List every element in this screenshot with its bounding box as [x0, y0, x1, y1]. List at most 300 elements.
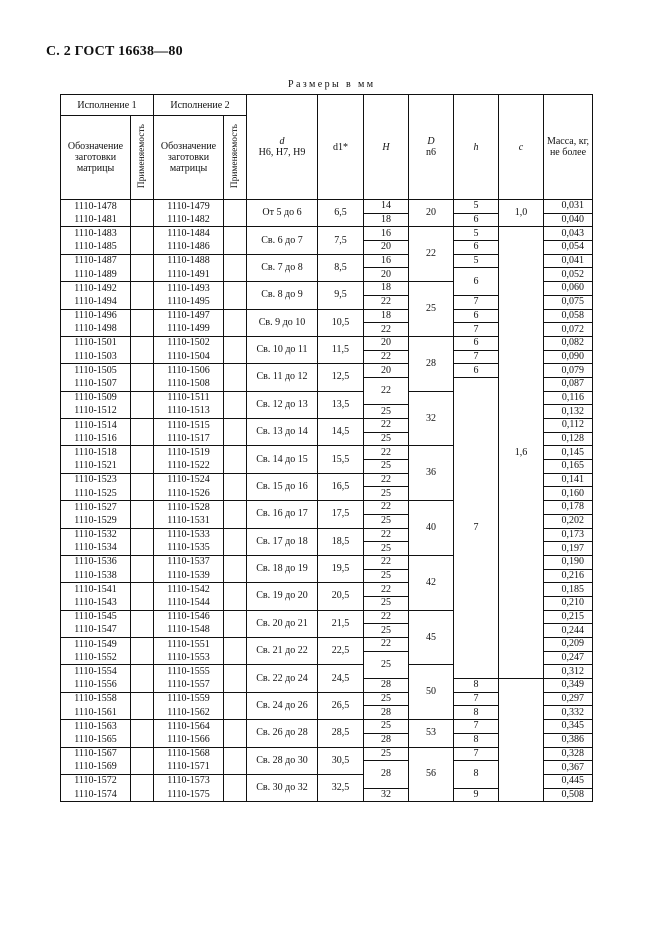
applicability-v2: [224, 432, 247, 446]
designation-v1: 1110-1514: [61, 419, 131, 433]
designation-v1: 1110-1569: [61, 761, 131, 775]
designation-v2: 1110-1568: [154, 747, 224, 761]
applicability-v1: [131, 501, 154, 515]
mass-value: 0,160: [544, 487, 593, 501]
H-value: 22: [364, 501, 409, 515]
applicability-v1: [131, 254, 154, 268]
applicability-v1: [131, 295, 154, 309]
D-value: 45: [409, 610, 454, 665]
applicability-v1: [131, 651, 154, 665]
H-value: 22: [364, 610, 409, 624]
applicability-v2: [224, 610, 247, 624]
applicability-v1: [131, 638, 154, 652]
d1-value: 10,5: [318, 309, 364, 336]
d-range: Св. 7 до 8: [247, 254, 318, 281]
applicability-v2: [224, 692, 247, 706]
designation-v2: 1110-1542: [154, 583, 224, 597]
d-range: Св. 21 до 22: [247, 638, 318, 665]
mass-value: 0,178: [544, 501, 593, 515]
H-value: 22: [364, 555, 409, 569]
d1-value: 15,5: [318, 446, 364, 473]
mass-value: 0,052: [544, 268, 593, 282]
designation-v2: 1110-1571: [154, 761, 224, 775]
designation-v2: 1110-1515: [154, 419, 224, 433]
mass-value: 0,332: [544, 706, 593, 720]
designation-v1: 1110-1523: [61, 473, 131, 487]
designation-v2: 1110-1502: [154, 336, 224, 350]
H-value: 22: [364, 583, 409, 597]
H-value: 18: [364, 282, 409, 296]
H-value: 32: [364, 788, 409, 802]
header-version-2: Исполнение 2: [154, 95, 247, 116]
designation-v1: 1110-1549: [61, 638, 131, 652]
d1-value: 13,5: [318, 391, 364, 418]
mass-value: 0,112: [544, 419, 593, 433]
sizes-note: Размеры в мм: [288, 79, 376, 90]
h-value: 6: [454, 364, 499, 378]
mass-value: 0,060: [544, 282, 593, 296]
applicability-v2: [224, 774, 247, 788]
d-range: Св. 18 до 19: [247, 555, 318, 582]
designation-v1: 1110-1536: [61, 555, 131, 569]
designation-v2: 1110-1564: [154, 720, 224, 734]
table-row: [61, 227, 593, 241]
applicability-v1: [131, 227, 154, 241]
mass-value: 0,386: [544, 733, 593, 747]
mass-value: 0,244: [544, 624, 593, 638]
applicability-v2: [224, 323, 247, 337]
applicability-v2: [224, 295, 247, 309]
mass-value: 0,165: [544, 460, 593, 474]
applicability-v2: [224, 309, 247, 323]
applicability-v2: [224, 528, 247, 542]
mass-value: 0,349: [544, 679, 593, 693]
applicability-v1: [131, 788, 154, 802]
table-body: [61, 200, 593, 802]
H-value: 28: [364, 679, 409, 693]
h-value: 5: [454, 254, 499, 268]
applicability-v1: [131, 419, 154, 433]
d1-value: 7,5: [318, 227, 364, 254]
applicability-v2: [224, 241, 247, 255]
applicability-v2: [224, 555, 247, 569]
h-value: 7: [454, 747, 499, 761]
designation-v1: 1110-1487: [61, 254, 131, 268]
h-value: 8: [454, 706, 499, 720]
applicability-v2: [224, 460, 247, 474]
applicability-v2: [224, 624, 247, 638]
applicability-v2: [224, 514, 247, 528]
d-range: Св. 14 до 15: [247, 446, 318, 473]
H-value: 22: [364, 446, 409, 460]
designation-v2: 1110-1513: [154, 405, 224, 419]
mass-value: 0,128: [544, 432, 593, 446]
h-value: 5: [454, 227, 499, 241]
applicability-v1: [131, 761, 154, 775]
H-value: 22: [364, 638, 409, 652]
d1-value: 22,5: [318, 638, 364, 665]
designation-v1: 1110-1503: [61, 350, 131, 364]
mass-value: 0,075: [544, 295, 593, 309]
d-range: Св. 11 до 12: [247, 364, 318, 391]
mass-value: 0,247: [544, 651, 593, 665]
mass-value: 0,082: [544, 336, 593, 350]
applicability-v2: [224, 651, 247, 665]
applicability-v1: [131, 774, 154, 788]
mass-value: 0,041: [544, 254, 593, 268]
c-value: 1,6: [499, 227, 544, 679]
H-value: 25: [364, 432, 409, 446]
H-value: 22: [364, 350, 409, 364]
d1-value: 32,5: [318, 774, 364, 801]
applicability-v2: [224, 200, 247, 214]
designation-v1: 1110-1494: [61, 295, 131, 309]
D-value: 20: [409, 200, 454, 227]
H-value: 25: [364, 747, 409, 761]
designation-v2: 1110-1519: [154, 446, 224, 460]
applicability-v1: [131, 405, 154, 419]
mass-value: 0,215: [544, 610, 593, 624]
d1-value: 16,5: [318, 473, 364, 500]
designation-v1: 1110-1538: [61, 569, 131, 583]
applicability-v2: [224, 419, 247, 433]
designation-v2: 1110-1526: [154, 487, 224, 501]
H-value: 25: [364, 542, 409, 556]
designation-v2: 1110-1559: [154, 692, 224, 706]
applicability-v2: [224, 583, 247, 597]
designation-v1: 1110-1481: [61, 213, 131, 227]
d-range: Св. 17 до 18: [247, 528, 318, 555]
mass-value: 0,508: [544, 788, 593, 802]
h-value: 7: [454, 377, 499, 678]
applicability-v2: [224, 596, 247, 610]
d-range: Св. 12 до 13: [247, 391, 318, 418]
designation-v1: 1110-1534: [61, 542, 131, 556]
designation-v2: 1110-1546: [154, 610, 224, 624]
designation-v2: 1110-1517: [154, 432, 224, 446]
applicability-v2: [224, 254, 247, 268]
D-value: 25: [409, 282, 454, 337]
designation-v1: 1110-1512: [61, 405, 131, 419]
D-value: 50: [409, 665, 454, 720]
designation-v1: 1110-1547: [61, 624, 131, 638]
h-value: 8: [454, 679, 499, 693]
applicability-v1: [131, 487, 154, 501]
designation-v1: 1110-1527: [61, 501, 131, 515]
applicability-v1: [131, 720, 154, 734]
applicability-v2: [224, 391, 247, 405]
d1-value: 30,5: [318, 747, 364, 774]
mass-value: 0,173: [544, 528, 593, 542]
h-value: 9: [454, 788, 499, 802]
mass-value: 0,141: [544, 473, 593, 487]
H-value: 22: [364, 419, 409, 433]
applicability-v2: [224, 679, 247, 693]
d1-value: 11,5: [318, 336, 364, 363]
designation-v2: 1110-1557: [154, 679, 224, 693]
designation-v2: 1110-1562: [154, 706, 224, 720]
applicability-v2: [224, 501, 247, 515]
applicability-v1: [131, 377, 154, 391]
designation-v1: 1110-1496: [61, 309, 131, 323]
H-value: 18: [364, 213, 409, 227]
designation-v1: 1110-1518: [61, 446, 131, 460]
applicability-v1: [131, 679, 154, 693]
H-value: 16: [364, 227, 409, 241]
designation-v2: 1110-1511: [154, 391, 224, 405]
applicability-v1: [131, 692, 154, 706]
d1-value: 14,5: [318, 419, 364, 446]
H-value: 25: [364, 720, 409, 734]
applicability-v2: [224, 377, 247, 391]
d-range: Св. 13 до 14: [247, 419, 318, 446]
applicability-v2: [224, 227, 247, 241]
applicability-v2: [224, 665, 247, 679]
H-value: 22: [364, 528, 409, 542]
mass-value: 0,297: [544, 692, 593, 706]
H-value: 22: [364, 377, 409, 404]
d1-value: 9,5: [318, 282, 364, 309]
applicability-v1: [131, 596, 154, 610]
h-value: 7: [454, 295, 499, 309]
d-range: От 5 до 6: [247, 200, 318, 227]
H-value: 25: [364, 596, 409, 610]
mass-value: 0,054: [544, 241, 593, 255]
applicability-v1: [131, 432, 154, 446]
designation-v2: 1110-1522: [154, 460, 224, 474]
applicability-v1: [131, 569, 154, 583]
H-value: 20: [364, 336, 409, 350]
page-header: С. 2 ГОСТ 16638—80: [46, 44, 183, 59]
designation-v2: 1110-1539: [154, 569, 224, 583]
h-value: 6: [454, 309, 499, 323]
designation-v2: 1110-1488: [154, 254, 224, 268]
designation-v1: 1110-1509: [61, 391, 131, 405]
mass-value: 0,145: [544, 446, 593, 460]
mass-value: 0,031: [544, 200, 593, 214]
H-value: 18: [364, 309, 409, 323]
applicability-v1: [131, 610, 154, 624]
D-value: 53: [409, 720, 454, 747]
designation-v1: 1110-1483: [61, 227, 131, 241]
applicability-v1: [131, 460, 154, 474]
H-value: 25: [364, 405, 409, 419]
designation-v1: 1110-1558: [61, 692, 131, 706]
mass-value: 0,209: [544, 638, 593, 652]
designation-v2: 1110-1499: [154, 323, 224, 337]
designation-v1: 1110-1561: [61, 706, 131, 720]
d1-value: 12,5: [318, 364, 364, 391]
header-h: h: [454, 95, 499, 200]
header-mass: Масса, кг, не более: [544, 95, 593, 200]
c-value: [499, 679, 544, 802]
H-value: 28: [364, 706, 409, 720]
designation-v2: 1110-1493: [154, 282, 224, 296]
mass-value: 0,216: [544, 569, 593, 583]
applicability-v2: [224, 268, 247, 282]
designation-v1: 1110-1554: [61, 665, 131, 679]
d-range: Св. 30 до 32: [247, 774, 318, 801]
designation-v2: 1110-1533: [154, 528, 224, 542]
d-range: Св. 22 до 24: [247, 665, 318, 692]
designation-v2: 1110-1535: [154, 542, 224, 556]
H-value: 28: [364, 761, 409, 788]
d-range: Св. 6 до 7: [247, 227, 318, 254]
designation-v2: 1110-1504: [154, 350, 224, 364]
D-value: 56: [409, 747, 454, 802]
applicability-v1: [131, 282, 154, 296]
applicability-v2: [224, 733, 247, 747]
d-range: Св. 9 до 10: [247, 309, 318, 336]
D-value: 40: [409, 501, 454, 556]
designation-v1: 1110-1545: [61, 610, 131, 624]
applicability-v1: [131, 624, 154, 638]
d1-value: 24,5: [318, 665, 364, 692]
designation-v1: 1110-1485: [61, 241, 131, 255]
designation-v1: 1110-1498: [61, 323, 131, 337]
applicability-v1: [131, 323, 154, 337]
H-value: 25: [364, 651, 409, 678]
applicability-v1: [131, 542, 154, 556]
designation-v2: 1110-1491: [154, 268, 224, 282]
H-value: 25: [364, 569, 409, 583]
mass-value: 0,190: [544, 555, 593, 569]
applicability-v1: [131, 733, 154, 747]
d1-value: 8,5: [318, 254, 364, 281]
d1-value: 17,5: [318, 501, 364, 528]
table-row: [61, 200, 593, 214]
mass-value: 0,079: [544, 364, 593, 378]
applicability-v2: [224, 213, 247, 227]
H-value: 25: [364, 514, 409, 528]
applicability-v1: [131, 665, 154, 679]
d1-value: 19,5: [318, 555, 364, 582]
designation-v2: 1110-1495: [154, 295, 224, 309]
designation-v1: 1110-1541: [61, 583, 131, 597]
h-value: 6: [454, 268, 499, 295]
H-value: 22: [364, 295, 409, 309]
H-value: 14: [364, 200, 409, 214]
designation-v2: 1110-1551: [154, 638, 224, 652]
applicability-v1: [131, 391, 154, 405]
applicability-v2: [224, 720, 247, 734]
designation-v1: 1110-1478: [61, 200, 131, 214]
applicability-v2: [224, 569, 247, 583]
mass-value: 0,040: [544, 213, 593, 227]
mass-value: 0,058: [544, 309, 593, 323]
designation-v1: 1110-1489: [61, 268, 131, 282]
d-range: Св. 26 до 28: [247, 720, 318, 747]
applicability-v2: [224, 638, 247, 652]
mass-value: 0,132: [544, 405, 593, 419]
H-value: 25: [364, 487, 409, 501]
mass-value: 0,043: [544, 227, 593, 241]
h-value: 5: [454, 200, 499, 214]
designation-v2: 1110-1482: [154, 213, 224, 227]
mass-value: 0,367: [544, 761, 593, 775]
designation-v2: 1110-1506: [154, 364, 224, 378]
H-value: 22: [364, 323, 409, 337]
d1-value: 18,5: [318, 528, 364, 555]
applicability-v2: [224, 706, 247, 720]
header-D: D n6: [409, 95, 454, 200]
applicability-v1: [131, 583, 154, 597]
mass-value: 0,328: [544, 747, 593, 761]
h-value: 6: [454, 213, 499, 227]
applicability-v1: [131, 241, 154, 255]
header-applicability-1: Применяемость: [131, 116, 154, 200]
H-value: 28: [364, 733, 409, 747]
D-value: 22: [409, 227, 454, 282]
applicability-v1: [131, 706, 154, 720]
d-range: Св. 19 до 20: [247, 583, 318, 610]
mass-value: 0,072: [544, 323, 593, 337]
designation-v1: 1110-1525: [61, 487, 131, 501]
d-range: Св. 16 до 17: [247, 501, 318, 528]
header-version-1: Исполнение 1: [61, 95, 154, 116]
applicability-v2: [224, 473, 247, 487]
mass-value: 0,445: [544, 774, 593, 788]
h-value: 8: [454, 761, 499, 788]
designation-v1: 1110-1521: [61, 460, 131, 474]
designation-v1: 1110-1563: [61, 720, 131, 734]
designation-v2: 1110-1528: [154, 501, 224, 515]
designation-v1: 1110-1529: [61, 514, 131, 528]
designation-v2: 1110-1548: [154, 624, 224, 638]
H-value: 16: [364, 254, 409, 268]
applicability-v2: [224, 364, 247, 378]
d-range: Св. 15 до 16: [247, 473, 318, 500]
d-range: Св. 24 до 26: [247, 692, 318, 719]
applicability-v1: [131, 528, 154, 542]
H-value: 20: [364, 241, 409, 255]
designation-v2: 1110-1486: [154, 241, 224, 255]
D-value: 42: [409, 555, 454, 610]
applicability-v2: [224, 487, 247, 501]
applicability-v1: [131, 555, 154, 569]
designation-v1: 1110-1505: [61, 364, 131, 378]
designation-v1: 1110-1552: [61, 651, 131, 665]
designation-v1: 1110-1532: [61, 528, 131, 542]
H-value: 25: [364, 460, 409, 474]
h-value: 7: [454, 720, 499, 734]
mass-value: 0,345: [544, 720, 593, 734]
H-value: 20: [364, 364, 409, 378]
applicability-v2: [224, 405, 247, 419]
header-d1: d1*: [318, 95, 364, 200]
mass-value: 0,090: [544, 350, 593, 364]
header-c: c: [499, 95, 544, 200]
applicability-v1: [131, 446, 154, 460]
applicability-v2: [224, 336, 247, 350]
applicability-v2: [224, 761, 247, 775]
d-range: Св. 8 до 9: [247, 282, 318, 309]
D-value: 28: [409, 336, 454, 391]
d-range: Св. 28 до 30: [247, 747, 318, 774]
H-value: 25: [364, 692, 409, 706]
designation-v1: 1110-1572: [61, 774, 131, 788]
applicability-v1: [131, 213, 154, 227]
designation-v2: 1110-1566: [154, 733, 224, 747]
designation-v1: 1110-1565: [61, 733, 131, 747]
D-value: 36: [409, 446, 454, 501]
applicability-v1: [131, 514, 154, 528]
applicability-v2: [224, 282, 247, 296]
mass-value: 0,202: [544, 514, 593, 528]
h-value: 7: [454, 323, 499, 337]
D-value: 32: [409, 391, 454, 446]
h-value: 7: [454, 692, 499, 706]
